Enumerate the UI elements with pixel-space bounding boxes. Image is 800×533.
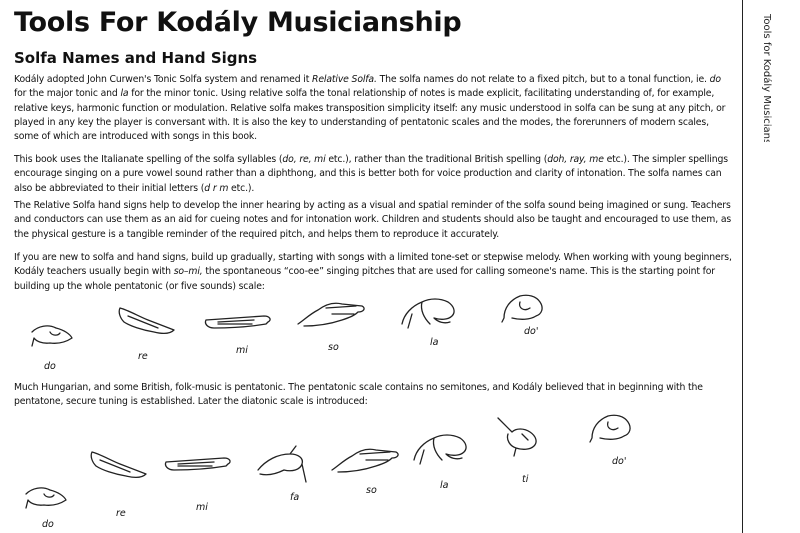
slanted-hand-icon [90,448,150,484]
thumb-down-hand-icon [256,440,316,488]
text-run: The solfa names do not relate to a fixed pitch, but to a tonal function, ie. [376,74,710,85]
fist-hand-icon [30,320,74,354]
slanted-hand-icon [118,304,178,340]
fist-hand-icon [24,482,68,516]
text-run: for the minor tonic. Using relative solfa the tonal relationship of notes is made explicit, facilitating understanding of, for example, relative keys, harmonic function or modulation. Relative solfa makes transposition simplicity itself: any music understood in solfa can be sung at any pitch, or played in any key the player is conversant with. It is also the key to understanding of pentatonic scales and the modes, the forerunners of modern scales, some of which are introduced with songs in this book. [14,88,726,143]
pentatonic-hand-signs-figure [0,292,740,374]
sign-label-do-high: do' [612,456,627,467]
text-run: for the major tonic and [14,88,121,100]
sign-label-do: do [42,519,54,530]
text-run: Kodály adopted John Curwen's Tonic Solfa system and renamed it [14,74,313,85]
pointing-hand-icon [494,414,550,462]
text-run: the spontaneous “coo-ee” singing pitches that are used for calling someone's name. This is the starting point for building up the whole pentatonic (or five sounds) scale: [14,266,715,292]
sign-label-mi: mi [236,345,248,356]
text-run: If you are new to solfa and hand signs, build up gradually, starting with songs with a limited tone-set or stepwise melody. When working with young beginners, Kodály teachers usually begin with [14,252,732,278]
text-run: etc.). The simpler spellings encourage singing on a pure vowel sound rather than a diphthong, and this is better both for voice production and clarity of intonation. The solfa names can also be abbreviated to their initial letters ( [14,154,728,194]
italic-text-run: do [709,74,721,85]
flat-hand-icon [164,454,234,480]
italic-text-run: doh, ray, me [547,154,604,165]
text-run: This book uses the Italianate spelling of the solfa syllables ( [14,154,283,165]
sign-label-re: re [116,508,126,519]
text-run: The Relative Solfa hand signs help to develop the inner hearing by acting as a visual and spatial reminder of the solfa sound being imagined or sung. Teachers and conductors can use them as an aid for cueing notes and for intonation work. Children and students should also be taught and encouraged to use them, as the physical gesture is a tangible reminder of the required pitch, and helps them to reproduce it accurately. [14,200,732,240]
text-run: Much Hungarian, and some British, folk-music is pentatonic. The pentatonic scale contains no semitones, and Kodály believed that in beginning with the pentatone, secure tuning is established. Later the diatonic scale is introduced: [14,382,703,408]
text-run: etc.), rather than the traditional British spelling ( [325,154,548,165]
page-title: Tools For Kodály Musicianship [14,7,462,38]
drooping-hand-icon [400,294,458,336]
fist-raised-hand-icon [588,412,634,448]
italic-text-run: Relative Solfa. [312,74,377,85]
sidebar-divider [742,0,743,533]
sign-label-mi: mi [196,502,208,513]
sign-label-do-high: do' [524,326,539,337]
italic-text-run: la [120,88,129,100]
fist-raised-hand-icon [500,292,546,328]
open-hand-icon [330,440,402,480]
italic-text-run: d r m [204,182,229,194]
sign-label-la: la [440,480,449,491]
diatonic-hand-signs-figure [0,410,740,533]
sign-label-fa: fa [290,492,300,503]
sign-label-ti: ti [522,474,529,485]
italic-text-run: do, re, mi [282,154,326,165]
sign-label-la: la [430,337,439,348]
sign-label-re: re [138,351,148,362]
paragraph-hand-signs [14,199,732,242]
text-run: etc.). [228,182,255,194]
running-title-text: Tools for Kodály Musicianship [761,14,772,142]
flat-hand-icon [204,312,274,338]
sign-label-so: so [328,342,339,353]
paragraph-pentatonic [14,381,732,410]
running-head-sidebar [740,0,800,533]
drooping-hand-icon [412,430,470,472]
running-title [744,2,794,142]
open-hand-icon [296,294,368,334]
italic-text-run: so–mi, [173,266,203,278]
sign-label-do: do [44,361,56,372]
sign-label-so: so [366,485,377,496]
paragraph-relative-solfa [14,73,732,144]
paragraph-beginners [14,251,732,294]
section-heading: Solfa Names and Hand Signs [14,49,258,67]
paragraph-italianate-spelling [14,153,732,196]
